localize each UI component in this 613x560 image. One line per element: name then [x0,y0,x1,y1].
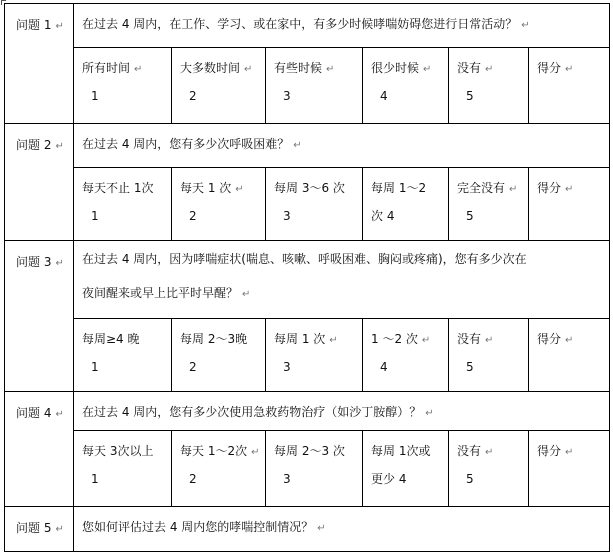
q4-option-3[interactable]: 每周 2～3 次 3 [266,431,363,507]
q3-option-2[interactable]: 每周 2～3晚 2 [172,319,266,392]
question-2-row [5,124,610,168]
question-1-label: 问题 1 ↵ [5,4,74,124]
q4-option-1[interactable]: 每天 3次以上 1 [74,431,172,507]
question-2-text: 在过去 4 周内，您有多少次呼吸困难？ ↵ [74,124,610,168]
question-4-row [5,392,610,431]
q2-option-4[interactable]: 每周 1～2 次 4 [363,168,449,241]
q3-option-4[interactable]: 1 ～2 次 ↵ 4 [363,319,449,392]
question-1-options-row [5,48,610,124]
q2-option-1[interactable]: 每天不止 1次 1 [74,168,172,241]
q2-option-3[interactable]: 每周 3～6 次 3 [266,168,363,241]
question-4-label: 问题 4 ↵ [5,392,74,507]
q3-option-3[interactable]: 每周 1 次 ↵ 3 [266,319,363,392]
q1-option-2[interactable]: 大多数时间 ↵ 2 [172,48,266,124]
question-2-options-row [5,168,610,241]
q1-option-1[interactable]: 所有时间 ↵ 1 [74,48,172,124]
question-3-options-row [5,319,610,392]
q4-option-2[interactable]: 每天 1～2次 ↵ 2 [172,431,266,507]
q4-option-4[interactable]: 每周 1次或 更少 4 [363,431,449,507]
question-5-row [5,507,610,552]
question-5-label: 问题 5 ↵ [5,507,74,552]
question-5-text: 您如何评估过去 4 周内您的哮喘控制情况？ ↵ [74,507,610,552]
q1-option-4[interactable]: 很少时候 ↵ 4 [363,48,449,124]
question-1-text: 在过去 4 周内，在工作、学习、或在家中，有多少时候哮喘妨碍您进行日常活动？ ↵ [74,4,610,48]
question-3-row [5,241,610,319]
q1-option-3[interactable]: 有些时候 ↵ 3 [266,48,363,124]
question-3-label: 问题 3 ↵ [5,241,74,392]
question-1-row [5,4,610,48]
question-3-text: 在过去 4 周内，因为哮喘症状(喘息、咳嗽、呼吸困难、胸闷或疼痛)，您有多少次在 夜间醒来或早上比平时早醒？ ↵ [74,241,610,319]
q1-option-5[interactable]: 没有 ↵ 5 [449,48,529,124]
q2-option-5[interactable]: 完全没有 ↵ 5 [449,168,529,241]
q2-option-2[interactable]: 每天 1 次 ↵ 2 [172,168,266,241]
question-2-label: 问题 2 ↵ [5,124,74,241]
question-4-options-row [5,431,610,507]
q3-score[interactable]: 得分 ↵ [529,319,610,392]
q2-score[interactable]: 得分 ↵ [529,168,610,241]
q3-option-5[interactable]: 没有 ↵ 5 [449,319,529,392]
question-4-text: 在过去 4 周内，您有多少次使用急救药物治疗（如沙丁胺醇）？ ↵ [74,392,610,431]
q4-option-5[interactable]: 没有 ↵ 5 [449,431,529,507]
q1-score[interactable]: 得分 ↵ [529,48,610,124]
q3-option-1[interactable]: 每周≥4 晚 1 [74,319,172,392]
asthma-control-test-table [4,3,610,552]
q4-score[interactable]: 得分 ↵ [529,431,610,507]
